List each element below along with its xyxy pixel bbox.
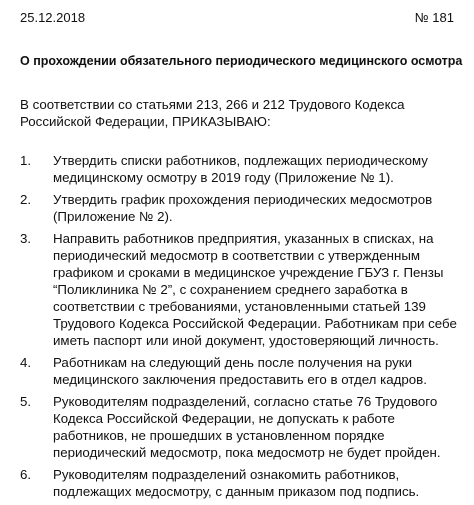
order-item-text: Руководителям подразделений, согласно статье 76 Трудового Кодекса Российской Федерации, не допускать к работе работников, не прошедших в установленном порядке периодический медосмотр, пока медосмотр не будет пройден. bbox=[53, 394, 441, 460]
order-item-text: Утвердить график прохождения периодических медосмотров (Приложение № 2). bbox=[53, 192, 433, 224]
order-item-text: Направить работников предприятия, указанных в списках, на периодический медосмотр в соответствии с утвержденным графиком и сроками в медицинское учреждение ГБУЗ г. Пензы “Поликлиника № 2”, с сохранением среднего заработка в соответствии с требованиями, установленными статьей 139 Трудового Кодекса Российской Федерации. Работникам при себе иметь паспорт или иной документ, удостоверяющий личность. bbox=[53, 231, 457, 348]
order-item-5 bbox=[20, 393, 466, 461]
document-title: О прохождении обязательного периодического медицинского осмотра bbox=[20, 54, 463, 68]
document-number: № 181 bbox=[414, 10, 454, 25]
order-items-list bbox=[20, 152, 466, 505]
order-item-number: 4. bbox=[20, 355, 32, 370]
document-preamble: В соответствии со статьями 213, 266 и 212 Трудового Кодекса Российской Федерации, ПРИКАЗЫВАЮ: bbox=[20, 97, 405, 129]
order-item-2 bbox=[20, 191, 466, 225]
order-item-number: 6. bbox=[20, 467, 32, 482]
order-item-4 bbox=[20, 354, 466, 388]
order-item-3 bbox=[20, 230, 466, 349]
order-item-number: 2. bbox=[20, 192, 32, 207]
document-date: 25.12.2018 bbox=[20, 10, 86, 25]
order-item-6 bbox=[20, 466, 466, 500]
order-item-number: 3. bbox=[20, 231, 32, 246]
order-item-text: Руководителям подразделений ознакомить работников, подлежащих медосмотру, с данным приказом под подпись. bbox=[53, 467, 420, 499]
order-item-number: 5. bbox=[20, 394, 32, 409]
order-item-1 bbox=[20, 152, 466, 186]
order-item-text: Утвердить списки работников, подлежащих периодическому медицинскому осмотру в 2019 году (Приложение № 1). bbox=[53, 153, 428, 185]
order-item-number: 1. bbox=[20, 153, 32, 168]
order-item-text: Работникам на следующий день после получения на руки медицинского заключения предоставить его в отдел кадров. bbox=[53, 355, 427, 387]
